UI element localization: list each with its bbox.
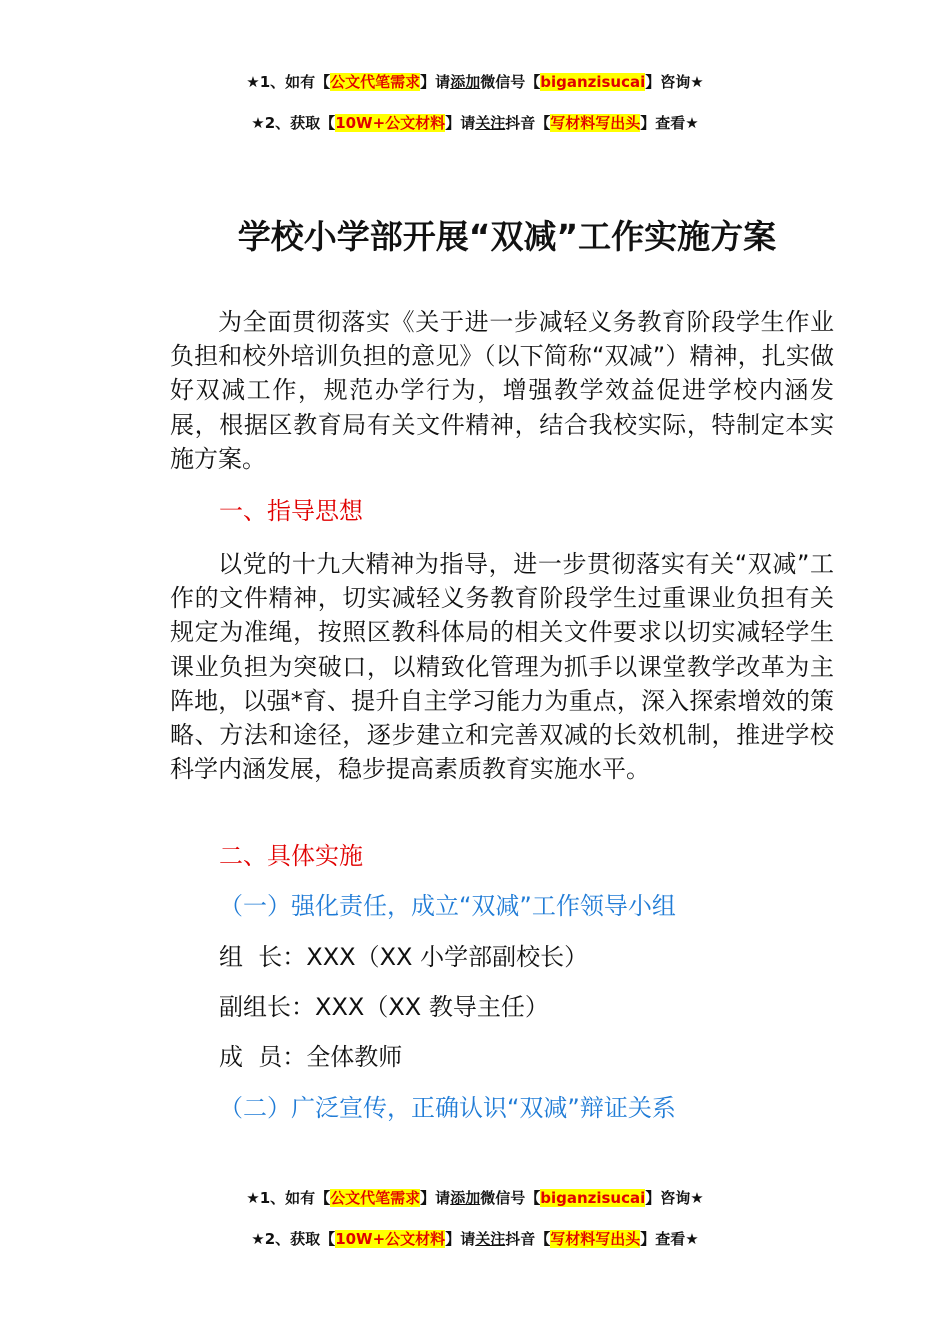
ad-text: 】请 bbox=[445, 114, 476, 132]
ad-text: 】请 bbox=[445, 1230, 476, 1248]
ad-highlight: 10W+公文材料 bbox=[335, 114, 446, 132]
guiding-ideology-paragraph: 以党的十九大精神为指导，进一步贯彻落实有关“双减”工作的文件精神，切实减轻义务教育阶段学生过重课业负担有关规定为准绳，按照区教科体局的相关文件要求以切实减轻学生课业负担为突破口，以精致化管理为抓手以课堂教学改革为主阵地，以强*育、提升自主学习能力为重点，深入探索增效的策略、方法和途径，逐步建立和完善双减的长效机制，推进学校科学内涵发展，稳步提高素质教育实施水平。 bbox=[170, 550, 834, 784]
ad-highlight: biganzisucai bbox=[540, 1189, 646, 1207]
section-heading-guiding-ideology: 一、指导思想 bbox=[219, 497, 363, 525]
ad-highlight: biganzisucai bbox=[540, 73, 646, 91]
ad-text: 微信号【 bbox=[480, 73, 541, 91]
ad-line-4 bbox=[0, 1228, 950, 1250]
ad-text: 微信号【 bbox=[480, 1189, 541, 1207]
ad-line-2 bbox=[0, 112, 950, 134]
ad-text: ★2、获取【 bbox=[251, 1230, 336, 1248]
ad-text: 】查看★ bbox=[640, 1230, 699, 1248]
ad-text: 】请 bbox=[420, 73, 451, 91]
ad-highlight: 公文代笔需求 bbox=[330, 1189, 421, 1207]
ad-underline: 关注 bbox=[475, 1230, 506, 1248]
ad-line-1 bbox=[0, 71, 950, 93]
ad-underline: 添加 bbox=[450, 73, 481, 91]
ad-text: 】请 bbox=[420, 1189, 451, 1207]
ad-text: ★1、如有【 bbox=[246, 1189, 331, 1207]
leader-row: 组 长：XXX（XX 小学部副校长） bbox=[219, 943, 589, 971]
ad-highlight: 公文代笔需求 bbox=[330, 73, 421, 91]
ad-underline: 添加 bbox=[450, 1189, 481, 1207]
deputy-row: 副组长：XXX（XX 教导主任） bbox=[219, 993, 549, 1021]
ad-text: 】查看★ bbox=[640, 114, 699, 132]
subheading-publicity: （二）广泛宣传，正确认识“双减”辩证关系 bbox=[219, 1094, 676, 1122]
ad-highlight: 写材料写出头 bbox=[550, 1230, 641, 1248]
intro-paragraph: 为全面贯彻落实《关于进一步减轻义务教育阶段学生作业负担和校外培训负担的意见》（以下简称“双减”）精神，扎实做好双减工作，规范办学行为，增强教学效益促进学校内涵发展，根据区教育局有关文件精神，结合我校实际，特制定本实施方案。 bbox=[170, 308, 834, 473]
ad-text: ★2、获取【 bbox=[251, 114, 336, 132]
ad-highlight: 10W+公文材料 bbox=[335, 1230, 446, 1248]
section-heading-implementation: 二、具体实施 bbox=[219, 842, 363, 870]
ad-line-3 bbox=[0, 1187, 950, 1209]
ad-underline: 关注 bbox=[475, 114, 506, 132]
subheading-leadership-group: （一）强化责任，成立“双减”工作领导小组 bbox=[219, 892, 676, 920]
ad-highlight: 写材料写出头 bbox=[550, 114, 641, 132]
ad-text: 】咨询★ bbox=[645, 1189, 704, 1207]
ad-text: 抖音【 bbox=[505, 114, 551, 132]
ad-text: ★1、如有【 bbox=[246, 73, 331, 91]
ad-text: 】咨询★ bbox=[645, 73, 704, 91]
page-title: 学校小学部开展“双减”工作实施方案 bbox=[237, 217, 777, 256]
members-row: 成 员：全体教师 bbox=[219, 1043, 403, 1071]
ad-text: 抖音【 bbox=[505, 1230, 551, 1248]
